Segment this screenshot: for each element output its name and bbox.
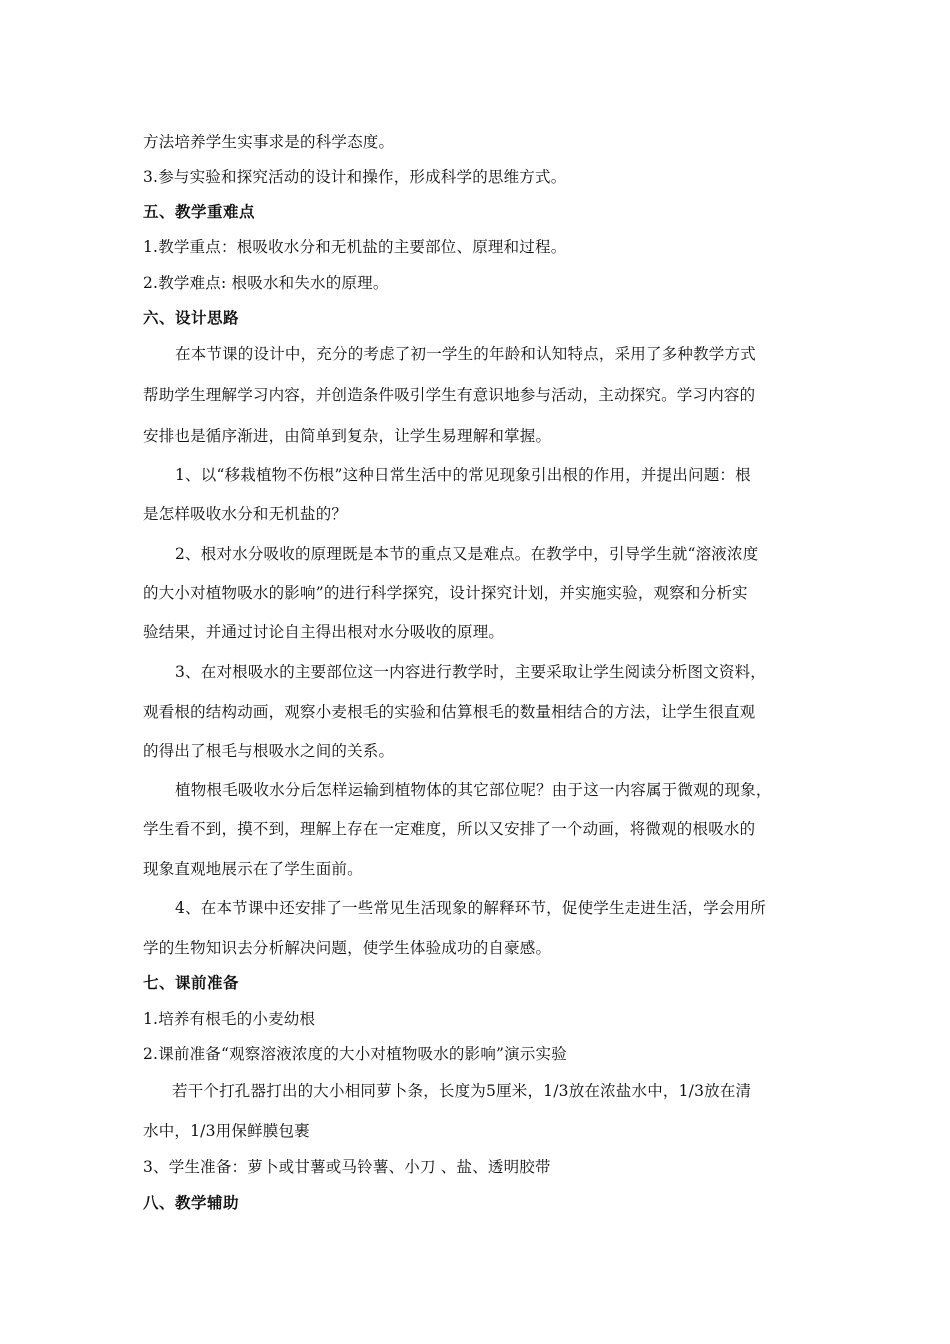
paragraph-line: 4、在本节课中还安排了一些常见生活现象的解释环节，促使学生走进生活，学会用所 xyxy=(175,899,766,917)
text-line: 2.课前准备“观察溶液浓度的大小对植物吸水的影响”演示实验 xyxy=(143,1045,567,1063)
paragraph-line: 植物根毛吸收水分后怎样运输到植物体的其它部位呢？由于这一内容属于微观的现象， xyxy=(175,781,772,799)
paragraph-line: 现象直观地展示在了学生面前。 xyxy=(143,860,363,878)
paragraph-line: 水中，1/3用保鲜膜包裹 xyxy=(143,1122,310,1140)
text-line: 3.参与实验和探究活动的设计和操作，形成科学的思维方式。 xyxy=(143,168,567,186)
text-line: 3、学生准备：萝卜或甘薯或马铃薯、小刀 、盐、透明胶带 xyxy=(143,1158,551,1176)
paragraph-line: 安排也是循序渐进，由简单到复杂，让学生易理解和掌握。 xyxy=(143,427,552,445)
paragraph-line: 是怎样吸收水分和无机盐的？ xyxy=(143,505,348,523)
paragraph-line: 若干个打孔器打出的大小相同萝卜条，长度为5厘米，1/3放在浓盐水中，1/3放在清 xyxy=(172,1082,752,1100)
section-heading: 八、教学辅助 xyxy=(143,1194,240,1212)
paragraph-line: 2、根对水分吸收的原理既是本节的重点又是难点。在教学中，引导学生就“溶液浓度 xyxy=(175,545,759,563)
paragraph-line: 在本节课的设计中，充分的考虑了初一学生的年龄和认知特点，采用了多种教学方式 xyxy=(175,345,756,363)
paragraph-line: 3、在对根吸水的主要部位这一内容进行教学时，主要采取让学生阅读分析图文资料， xyxy=(175,663,766,681)
paragraph-line: 学生看不到，摸不到，理解上存在一定难度，所以又安排了一个动画，将微观的根吸水的 xyxy=(143,820,756,838)
paragraph-line: 学的生物知识去分析解决问题，使学生体验成功的自豪感。 xyxy=(143,939,552,957)
paragraph-line: 帮助学生理解学习内容，并创造条件吸引学生有意识地参与活动，主动探究。学习内容的 xyxy=(143,386,756,404)
paragraph-line: 的大小对植物吸水的影响”的进行科学探究，设计探究计划，并实施实验，观察和分析实 xyxy=(143,584,748,602)
paragraph-line: 的得出了根毛与根吸水之间的关系。 xyxy=(143,742,395,760)
text-line: 1.培养有根毛的小麦幼根 xyxy=(143,1010,316,1028)
section-heading: 六、设计思路 xyxy=(143,309,240,327)
text-line: 1.教学重点：根吸收水分和无机盐的主要部位、原理和过程。 xyxy=(143,238,567,256)
paragraph-line: 验结果，并通过讨论自主得出根对水分吸收的原理。 xyxy=(143,623,505,641)
section-heading: 五、教学重难点 xyxy=(143,203,256,221)
section-heading: 七、课前准备 xyxy=(143,974,240,992)
text-line: 2.教学难点: 根吸水和失水的原理。 xyxy=(143,274,389,292)
paragraph-line: 1、以“移栽植物不伤根”这种日常生活中的常见现象引出根的作用，并提出问题：根 xyxy=(175,466,751,484)
paragraph-line: 观看根的结构动画，观察小麦根毛的实验和估算根毛的数量相结合的方法，让学生很直观 xyxy=(143,703,756,721)
text-line: 方法培养学生实事求是的科学态度。 xyxy=(143,133,395,151)
